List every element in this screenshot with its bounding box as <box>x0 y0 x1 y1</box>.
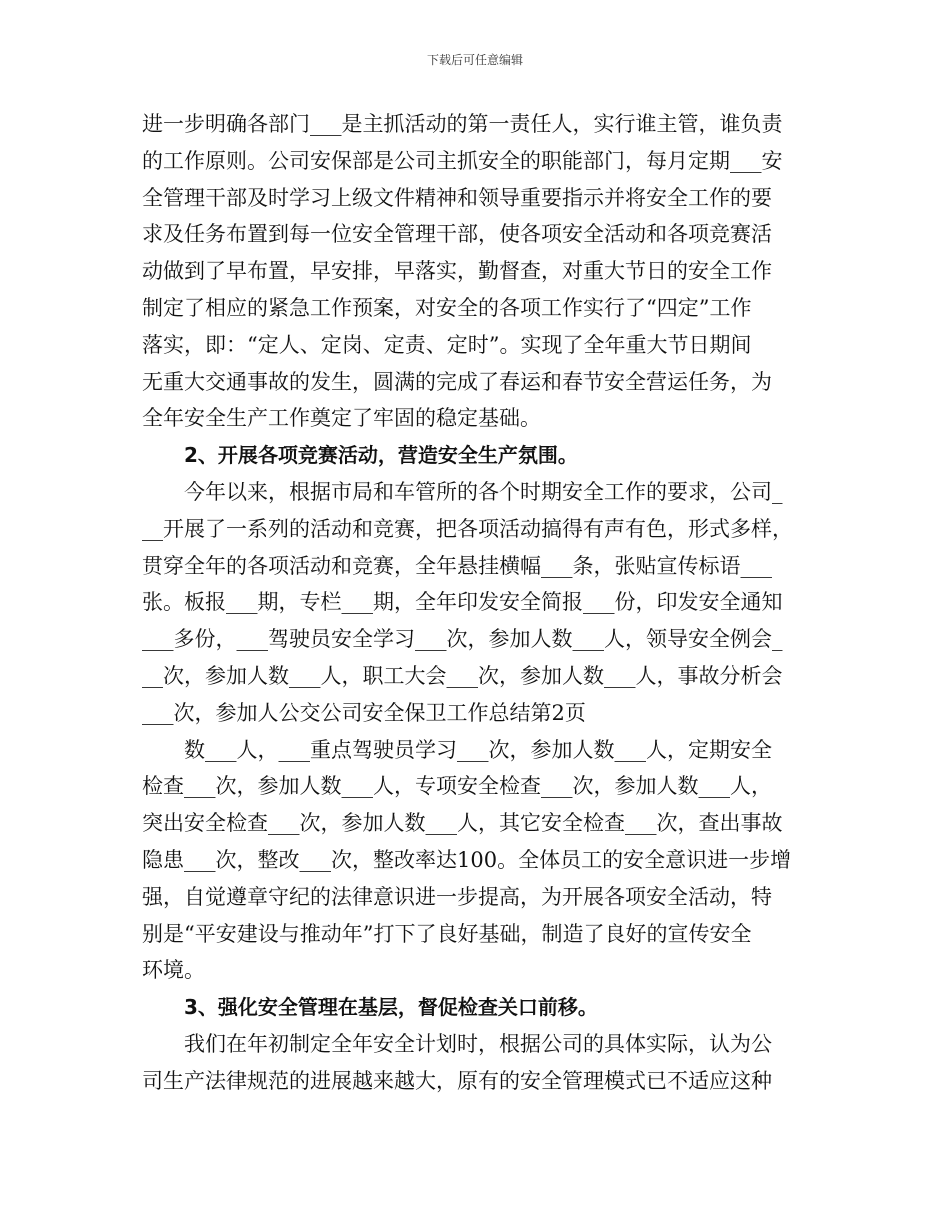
text-line: 无重大交通事故的发生，圆满的完成了春运和春节安全营运任务，为 <box>142 369 772 394</box>
text-line: 的工作原则。公司安保部是公司主抓安全的职能部门，每月定期___安 <box>142 148 783 173</box>
text-line: __次，参加人数___人，职工大会___次，参加人数___人，事故分析会 <box>142 663 783 688</box>
paragraph <box>142 1026 810 1100</box>
section-heading <box>142 437 810 474</box>
page-header: 下载后可任意编辑 <box>426 53 523 67</box>
text-line: 司生产法律规范的进展越来越大，原有的安全管理模式已不适应这种 <box>142 1068 772 1093</box>
text-line: 检查___次，参加人数___人，专项安全检查___次，参加人数___人， <box>142 774 772 799</box>
section-heading <box>142 989 810 1026</box>
section-heading-text: 3、强化安全管理在基层，督促检查关口前移。 <box>184 995 598 1020</box>
text-line: 别是“平安建设与推动年”打下了良好基础，制造了良好的宣传安全 <box>142 921 752 946</box>
text-line: 环境。 <box>142 958 205 983</box>
text-line: 我们在年初制定全年安全计划时，根据公司的具体实际，认为公 <box>184 1031 772 1056</box>
text-line: 张。板报___期，专栏___期，全年印发安全简报___份，印发安全通知 <box>142 590 783 615</box>
text-line: 求及任务布置到每一位安全管理干部，使各项安全活动和各项竞赛活 <box>142 222 772 247</box>
text-line: 贯穿全年的各项活动和竞赛，全年悬挂横幅___条，张贴宣传标语___ <box>142 553 772 578</box>
text-line: 今年以来，根据市局和车管所的各个时期安全工作的要求，公司_ <box>184 479 783 504</box>
text-line: 全年安全生产工作奠定了牢固的稳定基础。 <box>142 406 541 431</box>
paragraph <box>142 732 810 990</box>
paragraph <box>142 106 810 437</box>
text-line: 全管理干部及时学习上级文件精神和领导重要指示并将安全工作的要 <box>142 185 772 210</box>
section-heading-text: 2、开展各项竞赛活动，营造安全生产氛围。 <box>184 443 578 468</box>
text-line: 动做到了早布置，早安排，早落实，勤督查，对重大节日的安全工作 <box>142 259 772 284</box>
text-line: 落实，即：“定人、定岗、定责、定时”。实现了全年重大节日期间 <box>142 332 752 357</box>
paragraph <box>142 474 810 732</box>
text-line: 制定了相应的紧急工作预案，对安全的各项工作实行了“四定”工作 <box>142 295 752 320</box>
text-line: 突出安全检查___次，参加人数___人，其它安全检查___次，查出事故 <box>142 811 783 836</box>
text-line: 强，自觉遵章守纪的法律意识进一步提高，为开展各项安全活动，特 <box>142 884 772 909</box>
text-line: 数___人，___重点驾驶员学习___次，参加人数___人，定期安全 <box>184 737 772 762</box>
text-line: ___多份，___驾驶员安全学习___次，参加人数___人，领导安全例会_ <box>142 627 783 652</box>
document-body <box>142 106 810 1100</box>
text-line: __开展了一系列的活动和竞赛，把各项活动搞得有声有色，形式多样， <box>142 516 793 541</box>
text-line: 隐患___次，整改___次，整改率达100。全体员工的安全意识进一步增 <box>142 847 792 872</box>
text-line: 进一步明确各部门___是主抓活动的第一责任人，实行谁主管，谁负责 <box>142 112 783 136</box>
text-line: ___次，参加人公交公司安全保卫工作总结第2页 <box>142 700 586 725</box>
